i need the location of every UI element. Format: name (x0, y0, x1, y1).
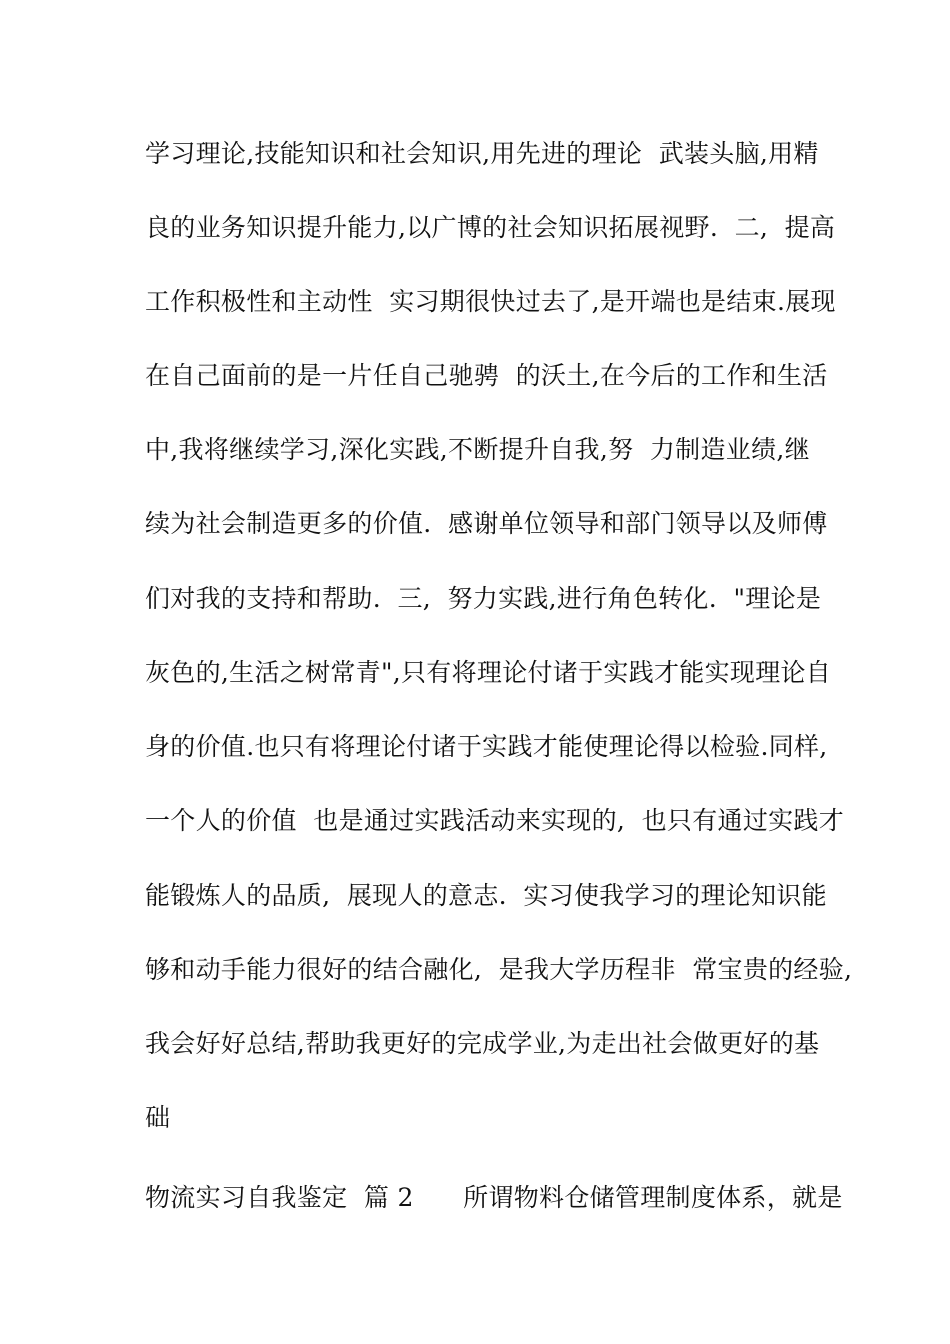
text-line: 础 (145, 1103, 171, 1132)
text-line: 中,我将继续学习,深化实践,不断提升自我,努 力制造业绩,继 (145, 435, 810, 464)
text-line: 在自己面前的是一片任自己驰骋 的沃土,在今后的工作和生活 (145, 361, 828, 390)
text-line: 续为社会制造更多的价值. 感谢单位领导和部门领导以及师傅 (145, 509, 828, 538)
text-line: 身的价值.也只有将理论付诸于实践才能使理论得以检验.同样, (145, 732, 828, 761)
text-line: 良的业务知识提升能力,以广博的社会知识拓展视野. 二, 提高 (145, 213, 836, 242)
section-heading-line: 物流实习自我鉴定 篇 2 所谓物料仓储管理制度体系，就是 (145, 1183, 843, 1212)
text-line: 够和动手能力很好的结合融化, 是我大学历程非 常宝贵的经验, (145, 955, 853, 984)
text-line: 工作积极性和主动性 实习期很快过去了,是开端也是结束.展现 (145, 287, 836, 316)
text-line: 学习理论,技能知识和社会知识,用先进的理论 武装头脑,用精 (145, 139, 819, 168)
text-line: 能锻炼人的品质, 展现人的意志. 实习使我学习的理论知识能 (145, 881, 827, 910)
text-line: 我会好好总结,帮助我更好的完成学业,为走出社会做更好的基 (145, 1029, 820, 1058)
text-line: 一个人的价值 也是通过实践活动来实现的, 也只有通过实践才 (145, 806, 845, 835)
text-line: 灰色的,生活之树常青",只有将理论付诸于实践才能实现理论自 (145, 658, 832, 687)
text-line: 们对我的支持和帮助. 三, 努力实践,进行角色转化. "理论是 (145, 584, 822, 613)
